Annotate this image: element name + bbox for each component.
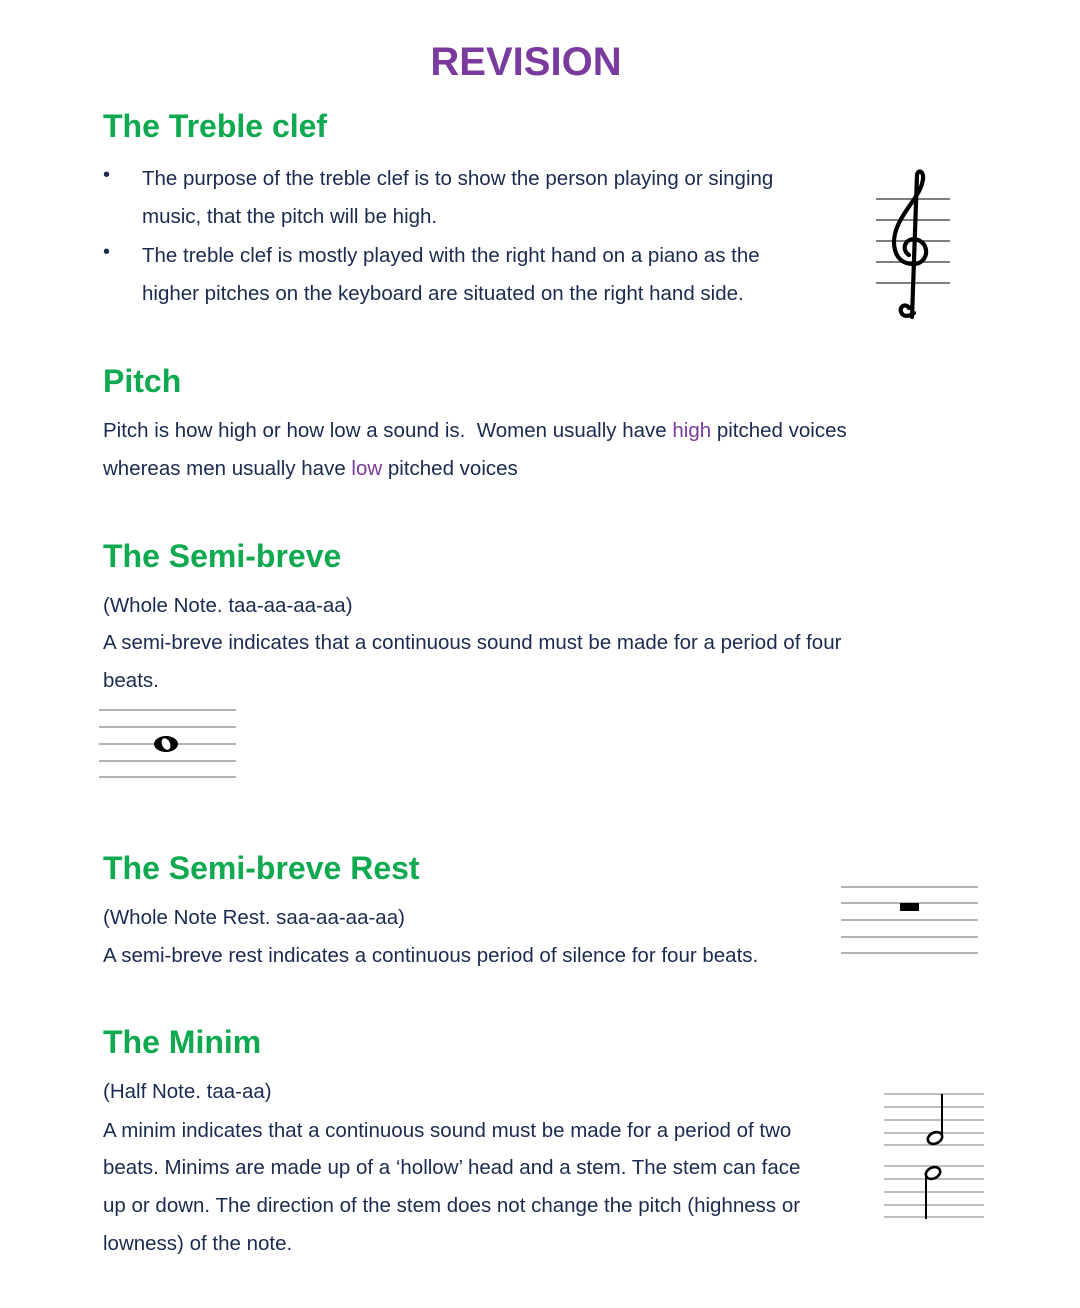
pitch-text: Pitch is how high or how low a sound is. Women usually have (103, 419, 673, 442)
treble-clef-heading: The Treble clef (103, 108, 328, 144)
semibreve-rest-heading: The Semi-breve Rest (103, 850, 420, 886)
bullet-icon: • (103, 164, 111, 186)
pitch-text: pitched voices (711, 419, 847, 442)
minim-staff-image-stem-up (884, 1090, 986, 1148)
pitch-line-1 (103, 412, 847, 450)
treble-bullet-1-line-2: music, that the pitch will be high. (142, 205, 438, 228)
pitch-text: pitched voices (382, 457, 518, 480)
pitch-highlight-low: low (351, 457, 383, 480)
minim-heading: The Minim (103, 1024, 262, 1060)
semibreve-rest-line-1: A semi-breve rest indicates a continuous period of silence for four beats. (103, 944, 759, 967)
minim-staff-image-stem-down (884, 1162, 986, 1220)
treble-bullet-1-line-1: The purpose of the treble clef is to show the person playing or singing (142, 167, 774, 190)
semibreve-staff-image (99, 705, 237, 781)
minim-subtitle: (Half Note. taa-aa) (103, 1080, 272, 1103)
pitch-heading: Pitch (103, 363, 182, 399)
semibreve-subtitle: (Whole Note. taa-aa-aa-aa) (103, 594, 353, 617)
bullet-icon: • (103, 241, 111, 263)
pitch-line-2 (103, 450, 518, 488)
semibreve-line-1: A semi-breve indicates that a continuous sound must be made for a period of four (103, 631, 842, 654)
semibreve-rest-staff-image (841, 882, 979, 958)
minim-line-3: up or down. The direction of the stem does not change the pitch (highness or (103, 1194, 801, 1217)
treble-bullet-2-line-2: higher pitches on the keyboard are situated on the right hand side. (142, 282, 744, 305)
semibreve-rest-subtitle: (Whole Note Rest. saa-aa-aa-aa) (103, 906, 405, 929)
minim-line-1: A minim indicates that a continuous sound must be made for a period of two (103, 1119, 792, 1142)
treble-clef-icon (894, 172, 926, 317)
pitch-text: whereas men usually have (103, 457, 352, 480)
treble-clef-staff-image (876, 165, 952, 325)
pitch-highlight-high: high (672, 419, 712, 442)
semibreve-line-2: beats. (103, 669, 159, 692)
minim-line-4: lowness) of the note. (103, 1232, 293, 1255)
whole-note-icon (154, 736, 178, 752)
page-title: REVISION (430, 40, 622, 84)
minim-line-2: beats. Minims are made up of a ‘hollow’ head and a stem. The stem can face (103, 1156, 801, 1179)
semibreve-heading: The Semi-breve (103, 538, 342, 574)
whole-rest-icon (900, 903, 919, 911)
treble-bullet-2-line-1: The treble clef is mostly played with the right hand on a piano as the (142, 244, 760, 267)
